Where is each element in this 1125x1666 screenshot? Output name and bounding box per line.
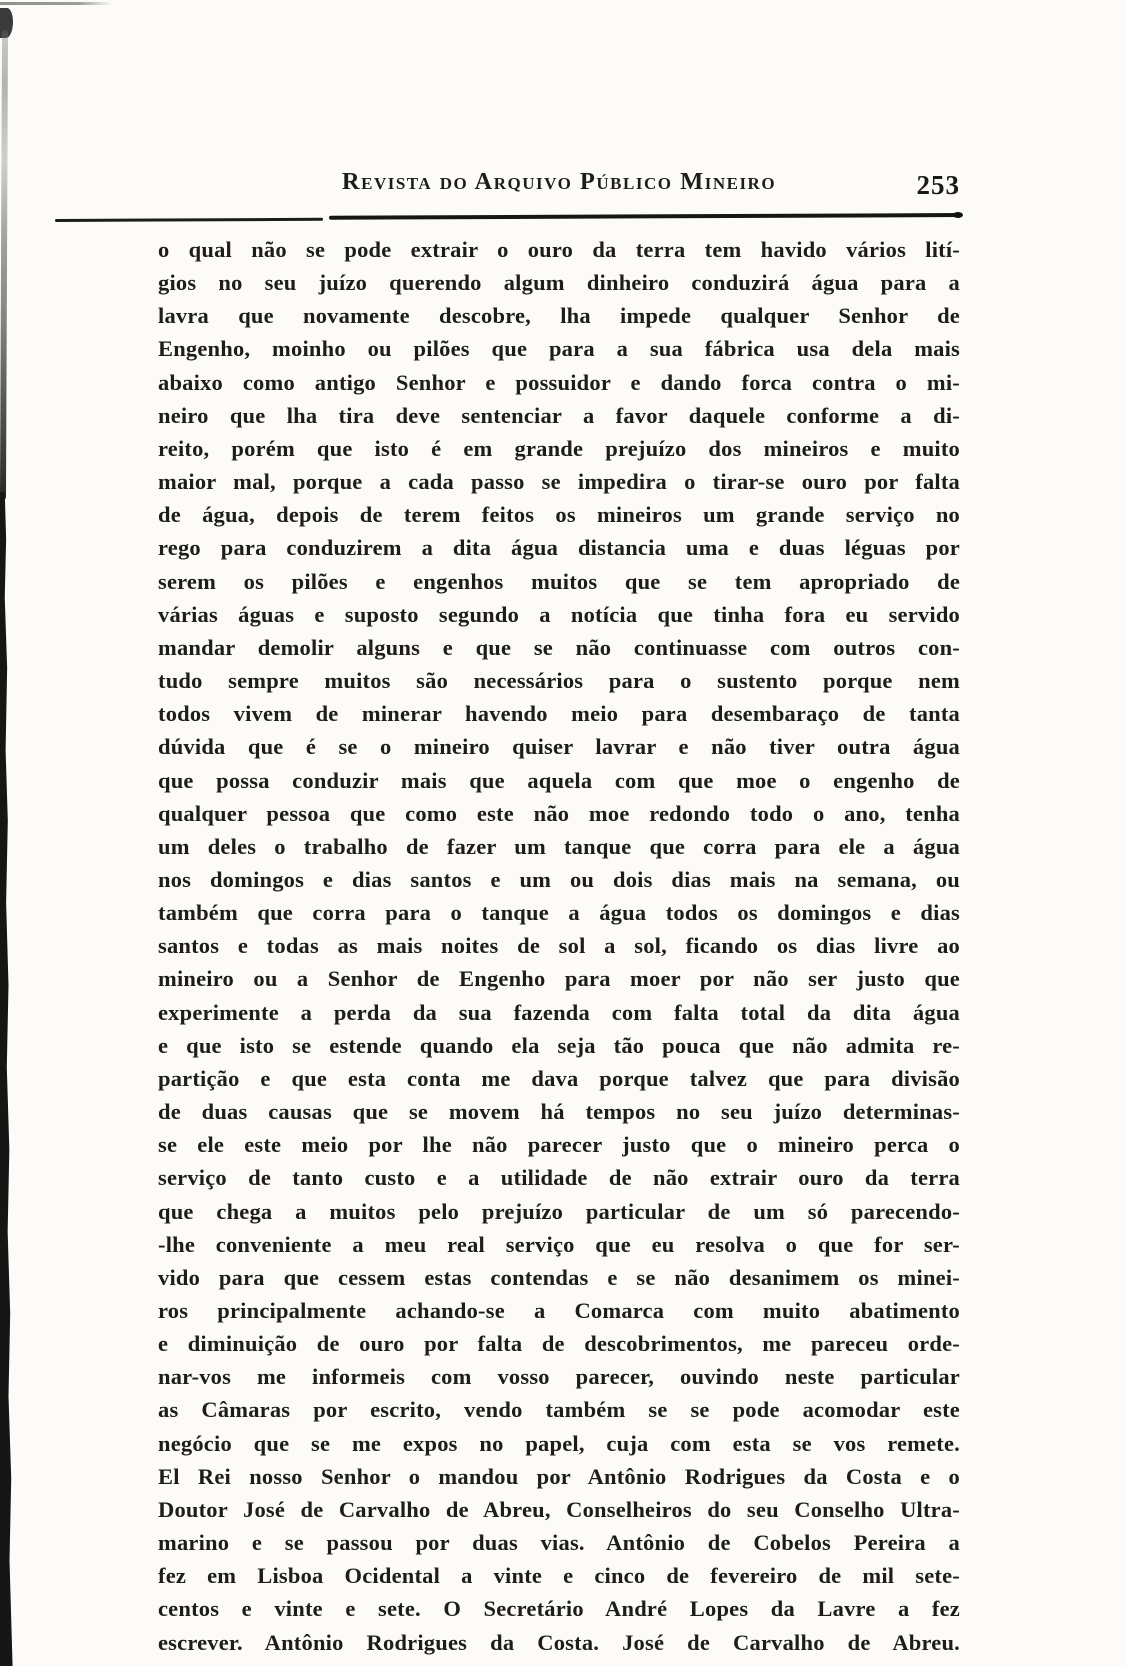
text-line: experimente a perda da sua fazenda com falta total da dita água [158, 999, 960, 1025]
text-line: abaixo como antigo Senhor e possuidor e dando forca contra o mi- [158, 369, 960, 395]
text-line: partição e que esta conta me dava porque talvez que para divisão [158, 1065, 960, 1091]
scan-edge-streak [0, 30, 8, 500]
page-header [158, 168, 960, 208]
scan-edge-black-band [0, 492, 17, 1666]
text-line: marino e se passou por duas vias. Antônio de Cobelos Pereira a [158, 1530, 960, 1556]
scan-edge-top-line [0, 2, 112, 5]
text-line: mineiro ou a Senhor de Engenho para moer por não ser justo que [158, 966, 960, 992]
header-rule-left-segment [55, 217, 323, 221]
text-line: tudo sempre muitos são necessários para o sustento porque nem [158, 668, 960, 694]
text-line: rego para conduzirem a dita água distancia uma e duas léguas por [158, 535, 960, 561]
header-rule [55, 213, 962, 223]
document-text [158, 233, 960, 1659]
text-line: centos e vinte e sete. O Secretário André Lopes da Lavre a fez [158, 1596, 960, 1622]
text-line: qualquer pessoa que como este não moe redondo todo o ano, tenha [158, 800, 960, 826]
text-line: também que corra para o tanque a água todos os domingos e dias [158, 900, 960, 926]
text-line: mandar demolir alguns e que se não continuasse com outros con- [158, 634, 960, 660]
text-line: negócio que se me expos no papel, cuja com esta se vos remete. [158, 1430, 960, 1456]
text-line: as Câmaras por escrito, vendo também se se pode acomodar este [158, 1397, 960, 1423]
text-line: fez em Lisboa Ocidental a vinte e cinco de fevereiro de mil sete- [158, 1563, 960, 1589]
text-line: dúvida que é se o mineiro quiser lavrar e não tiver outra água [158, 734, 960, 760]
text-line: um deles o trabalho de fazer um tanque que corra para ele a água [158, 833, 960, 859]
text-line: El Rei nosso Senhor o mandou por Antônio Rodrigues da Costa e o [158, 1463, 960, 1489]
header-rule-right-segment [329, 213, 962, 219]
text-line: e diminuição de ouro por falta de descobrimentos, me pareceu orde- [158, 1331, 960, 1357]
text-line: Doutor José de Carvalho de Abreu, Conselheiros do seu Conselho Ultra- [158, 1496, 960, 1522]
text-line: se ele este meio por lhe não parecer justo que o mineiro perca o [158, 1132, 960, 1158]
text-line: escrever. Antônio Rodrigues da Costa. José de Carvalho de Abreu. [158, 1629, 960, 1655]
text-line: santos e todas as mais noites de sol a sol, ficando os dias livre ao [158, 933, 960, 959]
text-line: de duas causas que se movem há tempos no seu juízo determinas- [158, 1099, 960, 1125]
text-line: de água, depois de terem feitos os mineiros um grande serviço no [158, 502, 960, 528]
text-line: neiro que lha tira deve sentenciar a favor daquele conforme a di- [158, 402, 960, 428]
text-line: e que isto se estende quando ela seja tão pouca que não admita re- [158, 1032, 960, 1058]
text-line: reito, porém que isto é em grande prejuízo dos mineiros e muito [158, 435, 960, 461]
text-line: nar-vos me informeis com vosso parecer, ouvindo neste particular [158, 1364, 960, 1390]
text-line: que chega a muitos pelo prejuízo particular de um só parecendo- [158, 1198, 960, 1224]
text-line: serem os pilões e engenhos muitos que se tem apropriado de [158, 568, 960, 594]
text-line: o qual não se pode extrair o ouro da terra tem havido vários lití- [158, 237, 960, 262]
text-line: que possa conduzir mais que aquela com que moe o engenho de [158, 767, 960, 793]
text-line: Engenho, moinho ou pilões que para a sua fábrica usa dela mais [158, 336, 960, 362]
text-line: ros principalmente achando-se a Comarca com muito abatimento [158, 1298, 960, 1323]
page-number: 253 [916, 170, 960, 200]
text-line: gios no seu juízo querendo algum dinheiro conduzirá água para a [158, 270, 960, 296]
text-line: várias águas e suposto segundo a notícia que tinha fora eu servido [158, 601, 960, 627]
text-line: nos domingos e dias santos e um ou dois dias mais na semana, ou [158, 866, 960, 892]
text-line: vido para que cessem estas contendas e se não desanimem os minei- [158, 1264, 960, 1290]
text-line: lavra que novamente descobre, lha impede qualquer Senhor de [158, 303, 960, 329]
text-line: -lhe conveniente a meu real serviço que eu resolva o que for ser- [158, 1231, 960, 1257]
text-line: maior mal, porque a cada passo se impedira o tirar-se ouro por falta [158, 469, 960, 495]
text-line: todos vivem de minerar havendo meio para desembaraço de tanta [158, 701, 960, 727]
text-line: serviço de tanto custo e a utilidade de não extrair ouro da terra [158, 1165, 960, 1191]
journal-title: Revista do Arquivo Público Mineiro [341, 168, 777, 195]
